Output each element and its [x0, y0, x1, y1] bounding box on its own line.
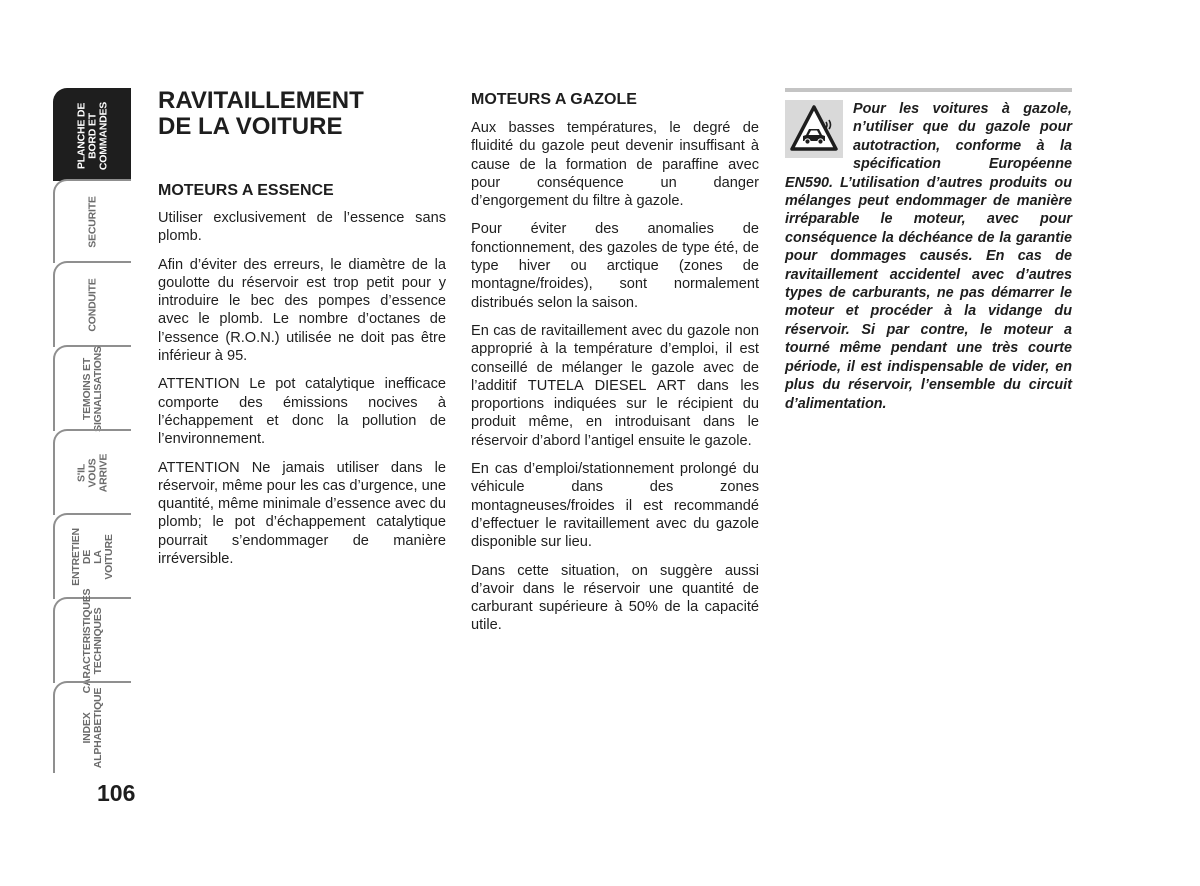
- paragraph: Dans cette situation, on suggère aussi d’avoir dans le réservoir une quantité de carburant supérieure à 50% de la capacité utile.: [471, 562, 759, 634]
- warning-box: [785, 88, 1072, 413]
- tab-label: INDEX ALPHABETIQUE: [81, 687, 104, 769]
- tab-planche-de-bord[interactable]: [53, 88, 131, 181]
- tab-caracteristiques[interactable]: [53, 588, 131, 694]
- tab-label: TEMOINS ET SIGNALISATIONS: [81, 346, 104, 432]
- tab-securite[interactable]: [53, 179, 131, 263]
- paragraph: Utiliser exclusivement de l’essence sans plomb.: [158, 210, 446, 245]
- tab-label: ENTRETIEN DE LA VOITURE: [70, 528, 115, 586]
- tab-entretien[interactable]: [53, 513, 131, 599]
- tab-label: SECURITE: [86, 196, 99, 248]
- tab-label: CONDUITE: [86, 278, 99, 332]
- paragraph: En cas de ravitaillement avec du gazole non approprié à la température d’emploi, il est conseillé de mélanger le gazole avec de l’additif TUTELA DIESEL ART dans les proportions indiquées sur le récipient du produit même, en introduisant dans le réservoir d’abord l’antigel ensuite le gazole.: [471, 322, 759, 449]
- page-title: RAVITAILLEMENT DE LA VOITURE: [158, 87, 364, 140]
- warning-text: Pour les voitures à gazole, n’utiliser que du gazole pour autotraction, conforme à la spécification Européenne EN590. L’utilisation d’autres produits ou mélanges peut endommager de manière irréparable le moteur, avec pour conséquence la déchéance de la garantie pour dommages causés. En cas de ravitaillement accidentel avec d’autres types de carburants, ne pas démarrer le moteur et procéder à la vidange du réservoir. Si par contre, le moteur a tourné même pendant une très courte période, il est indispensable de vider, en plus du réservoir, l’ensemble du circuit d’alimentation.: [785, 101, 1072, 412]
- tab-index[interactable]: [53, 681, 131, 773]
- paragraph: ATTENTION Le pot catalytique inefficace comporte des émissions nocives à l’échappement et donc la pollution de l’environnement.: [158, 376, 446, 448]
- essence-section: [158, 88, 446, 578]
- tab-label: CARACTERISTIQUES TECHNIQUES: [81, 588, 104, 694]
- gazole-heading: MOTEURS A GAZOLE: [471, 91, 637, 108]
- gazole-section: [471, 88, 759, 645]
- page-number: 106: [97, 780, 136, 806]
- essence-heading: MOTEURS A ESSENCE: [158, 182, 334, 199]
- tab-label: S'IL VOUS ARRIVE: [75, 453, 110, 493]
- tab-conduite[interactable]: [53, 261, 131, 347]
- tab-label: PLANCHE DE BORD ET COMMANDES: [75, 101, 110, 170]
- paragraph: Aux basses températures, le degré de fluidité du gazole peut devenir insuffisant à cause de la formation de paraffine avec pour conséquence un danger d’engorgement du filtre à gazole.: [471, 120, 759, 210]
- car-warning-triangle-icon: [785, 100, 843, 158]
- tab-temoins[interactable]: [53, 345, 131, 431]
- paragraph: En cas d’emploi/stationnement prolongé du véhicule dans des zones montagneuses/froides il est recommandé d’effectuer le ravitaillement avec du gazole disponible sur lieu.: [471, 461, 759, 551]
- tab-sil-vous-arrive[interactable]: [53, 429, 131, 515]
- paragraph: Afin d’éviter des erreurs, le diamètre de la goulotte du réservoir est trop petit pour y introduire le bec des pompes d’essence avec le plomb. Le nombre d’octanes de l’essence (R.O.N.) utilisée ne doit pas être inférieur à 95.: [158, 256, 446, 365]
- paragraph: ATTENTION Ne jamais utiliser dans le réservoir, même pour les cas d’urgence, une quantité, même minimale d’essence avec du plomb; le pot d’échappement catalytique pourrait s’endommager de manière irréversible.: [158, 459, 446, 568]
- paragraph: Pour éviter des anomalies de fonctionnement, des gazoles de type été, de type hiver ou arctique (zones de montagne/froides), sont normalement distribués selon la saison.: [471, 221, 759, 311]
